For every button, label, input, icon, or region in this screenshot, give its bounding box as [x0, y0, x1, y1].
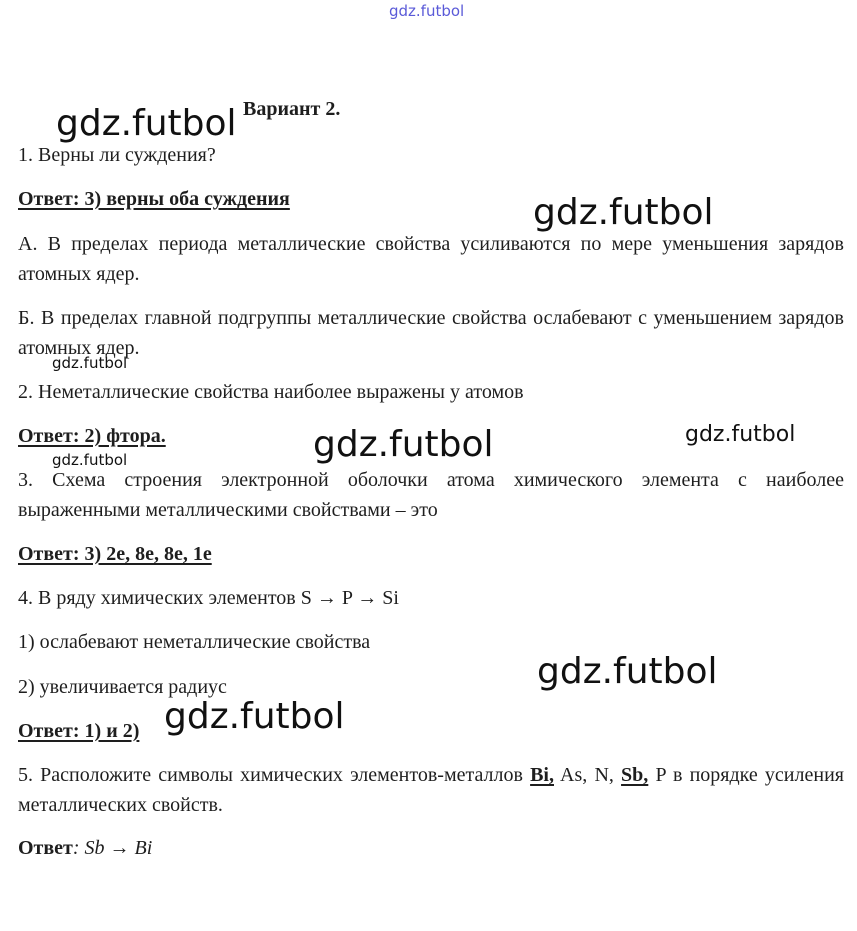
answer-5-label: Ответ — [18, 837, 73, 859]
element-sb: Sb, — [621, 764, 649, 786]
element-bi: Bi, — [530, 764, 554, 786]
question-5 — [18, 760, 844, 820]
question-1: 1. Верны ли суждения? — [18, 144, 216, 166]
statement-a: А. В пределах периода металлические свойства усиливаются по мере уменьшения зарядов атомных ядер. — [18, 233, 844, 285]
question-5-start: 5. Расположите символы химических элементов-металлов — [18, 764, 531, 786]
answer-3: Ответ: 3) 2е, 8е, 8е, 1е — [18, 543, 212, 565]
answer-5-value: : Sb → Bi — [72, 837, 153, 859]
watermark: gdz.futbol — [52, 354, 128, 372]
question-2: 2. Неметаллические свойства наиболее выражены у атомов — [18, 381, 524, 403]
watermark: gdz.futbol — [313, 424, 494, 465]
option-2: 2) увеличивается радиус — [18, 676, 227, 698]
question-5-end: P в порядке усиления металлических свойств. — [18, 764, 844, 816]
watermark: gdz.futbol — [56, 103, 237, 144]
statement-b: Б. В пределах главной подгруппы металлические свойства ослабевают с уменьшением зарядов атомных ядер. — [18, 307, 844, 359]
answer-2: Ответ: 2) фтора. — [18, 425, 166, 447]
option-1: 1) ослабевают неметаллические свойства — [18, 631, 371, 653]
watermark-top: gdz.futbol — [389, 2, 465, 20]
question-3: 3. Схема строения электронной оболочки атома химического элемента с наиболее выраженными металлическими свойствами – это — [18, 469, 844, 521]
answer-4: Ответ: 1) и 2) — [18, 720, 140, 742]
question-5-mid: As, N, — [554, 764, 622, 786]
question-4: 4. В ряду химических элементов S → P → Si — [18, 587, 399, 609]
watermark: gdz.futbol — [52, 451, 128, 469]
watermark: gdz.futbol — [537, 651, 718, 692]
watermark: gdz.futbol — [164, 696, 345, 737]
answer-5 — [18, 833, 152, 863]
watermark: gdz.futbol — [533, 192, 714, 233]
answer-1: Ответ: 3) верны оба суждения — [18, 188, 290, 210]
watermark: gdz.futbol — [685, 422, 796, 447]
page-title: Вариант 2. — [243, 98, 341, 120]
